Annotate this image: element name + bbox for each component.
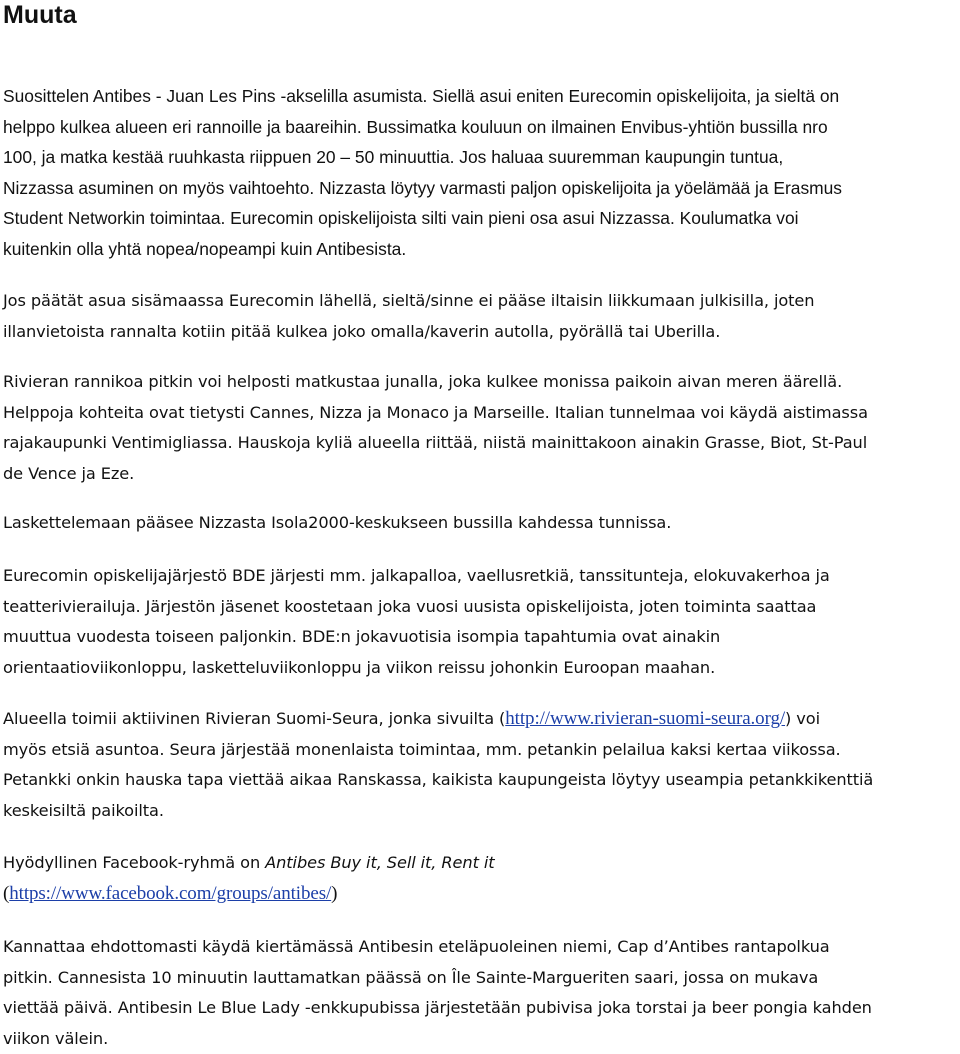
text-line: Petankki onkin hauska tapa viettää aikaa Ranskassa, kaikista kaupungeista löytyy useampia petankkikenttiä bbox=[3, 765, 960, 796]
text-line: de Vence ja Eze. bbox=[3, 459, 960, 490]
text-line: rajakaupunki Ventimigliassa. Hauskoja kyliä alueella riittää, niistä mainittakoon ainakin Grasse, Biot, St-Paul bbox=[3, 428, 960, 459]
text-line: illanvietoista rannalta kotiin pitää kulkea joko omalla/kaverin autolla, pyörällä tai Uberilla. bbox=[3, 317, 960, 348]
text-line: kuitenkin olla yhtä nopea/nopeampi kuin Antibesista. bbox=[3, 234, 960, 265]
text-line: Rivieran rannikoa pitkin voi helposti matkustaa junalla, joka kulkee monissa paikoin aivan meren äärellä. bbox=[3, 367, 960, 398]
text-segment: Hyödyllinen Facebook-ryhmä on bbox=[3, 853, 265, 872]
page-title: Muuta bbox=[3, 0, 77, 30]
paragraph-riviera-travel bbox=[3, 367, 960, 489]
paragraph-inland-living bbox=[3, 286, 960, 347]
text-line: Eurecomin opiskelijajärjestö BDE järjesti mm. jalkapalloa, vaellusretkiä, tanssitunteja, elokuvakerhoa ja bbox=[3, 561, 960, 592]
facebook-group-link[interactable]: https://www.facebook.com/groups/antibes/ bbox=[9, 883, 331, 904]
text-line: teatterivierailuja. Järjestön jäsenet koostetaan joka vuosi uusista opiskelijoista, joten toiminta saattaa bbox=[3, 592, 960, 623]
paragraph-housing bbox=[3, 81, 960, 264]
text-segment: ( bbox=[3, 883, 9, 904]
text-line: viikon välein. bbox=[3, 1024, 960, 1054]
text-segment: Alueella toimii aktiivinen Rivieran Suomi-Seura, jonka sivuilta ( bbox=[3, 709, 505, 728]
text-line: pitkin. Cannesista 10 minuutin lauttamatkan päässä on Île Sainte-Margueriten saari, jossa on mukava bbox=[3, 963, 960, 994]
text-line bbox=[3, 879, 960, 910]
group-name: Antibes Buy it, Sell it, Rent it bbox=[265, 853, 494, 872]
text-line: Helppoja kohteita ovat tietysti Cannes, Nizza ja Monaco ja Marseille. Italian tunnelmaa voi käydä aistimassa bbox=[3, 398, 960, 429]
paragraph-finnish-society bbox=[3, 704, 960, 826]
paragraph-facebook-group bbox=[3, 848, 960, 909]
text-segment: ) voi bbox=[785, 709, 820, 728]
paragraph-skiing bbox=[3, 508, 960, 539]
text-line bbox=[3, 704, 960, 735]
text-line: keskeisiltä paikoilta. bbox=[3, 796, 960, 827]
text-segment: ) bbox=[331, 883, 337, 904]
text-line: Suosittelen Antibes - Juan Les Pins -akselilla asumista. Siellä asui eniten Eurecomin opiskelijoita, ja sieltä on bbox=[3, 81, 960, 112]
text-line: orientaatioviikonloppu, lasketteluviikonloppu ja viikon reissu johonkin Euroopan maahan. bbox=[3, 653, 960, 684]
text-line: 100, ja matka kestää ruuhkasta riippuen 20 – 50 minuuttia. Jos haluaa suuremman kaupungin tuntua, bbox=[3, 142, 960, 173]
text-line: Jos päätät asua sisämaassa Eurecomin lähellä, sieltä/sinne ei pääse iltaisin liikkumaan julkisilla, joten bbox=[3, 286, 960, 317]
text-line: muuttua vuodesta toiseen paljonkin. BDE:n jokavuotisia isompia tapahtumia ovat ainakin bbox=[3, 622, 960, 653]
text-line: Laskettelemaan pääsee Nizzasta Isola2000-keskukseen bussilla kahdessa tunnissa. bbox=[3, 508, 960, 539]
paragraph-student-union bbox=[3, 561, 960, 683]
text-line: Kannattaa ehdottomasti käydä kiertämässä Antibesin eteläpuoleinen niemi, Cap d’Antibes rantapolkua bbox=[3, 932, 960, 963]
text-line: Student Networkin toimintaa. Eurecomin opiskelijoista silti vain pieni osa asui Nizzassa. Koulumatka voi bbox=[3, 203, 960, 234]
text-line: Nizzassa asuminen on myös vaihtoehto. Nizzasta löytyy varmasti paljon opiskelijoita ja yöelämää ja Erasmus bbox=[3, 173, 960, 204]
text-line: helppo kulkea alueen eri rannoille ja baareihin. Bussimatka kouluun on ilmainen Envibus-yhtiön bussilla nro bbox=[3, 112, 960, 143]
finnish-society-link[interactable]: http://www.rivieran-suomi-seura.org/ bbox=[505, 708, 785, 729]
text-line: myös etsiä asuntoa. Seura järjestää monenlaista toimintaa, mm. petankin pelailua kaksi kertaa viikossa. bbox=[3, 735, 960, 766]
text-line bbox=[3, 848, 960, 879]
text-line: viettää päivä. Antibesin Le Blue Lady -enkkupubissa järjestetään pubivisa joka torstai ja beer pongia kahden bbox=[3, 993, 960, 1024]
paragraph-cap-antibes bbox=[3, 932, 960, 1054]
